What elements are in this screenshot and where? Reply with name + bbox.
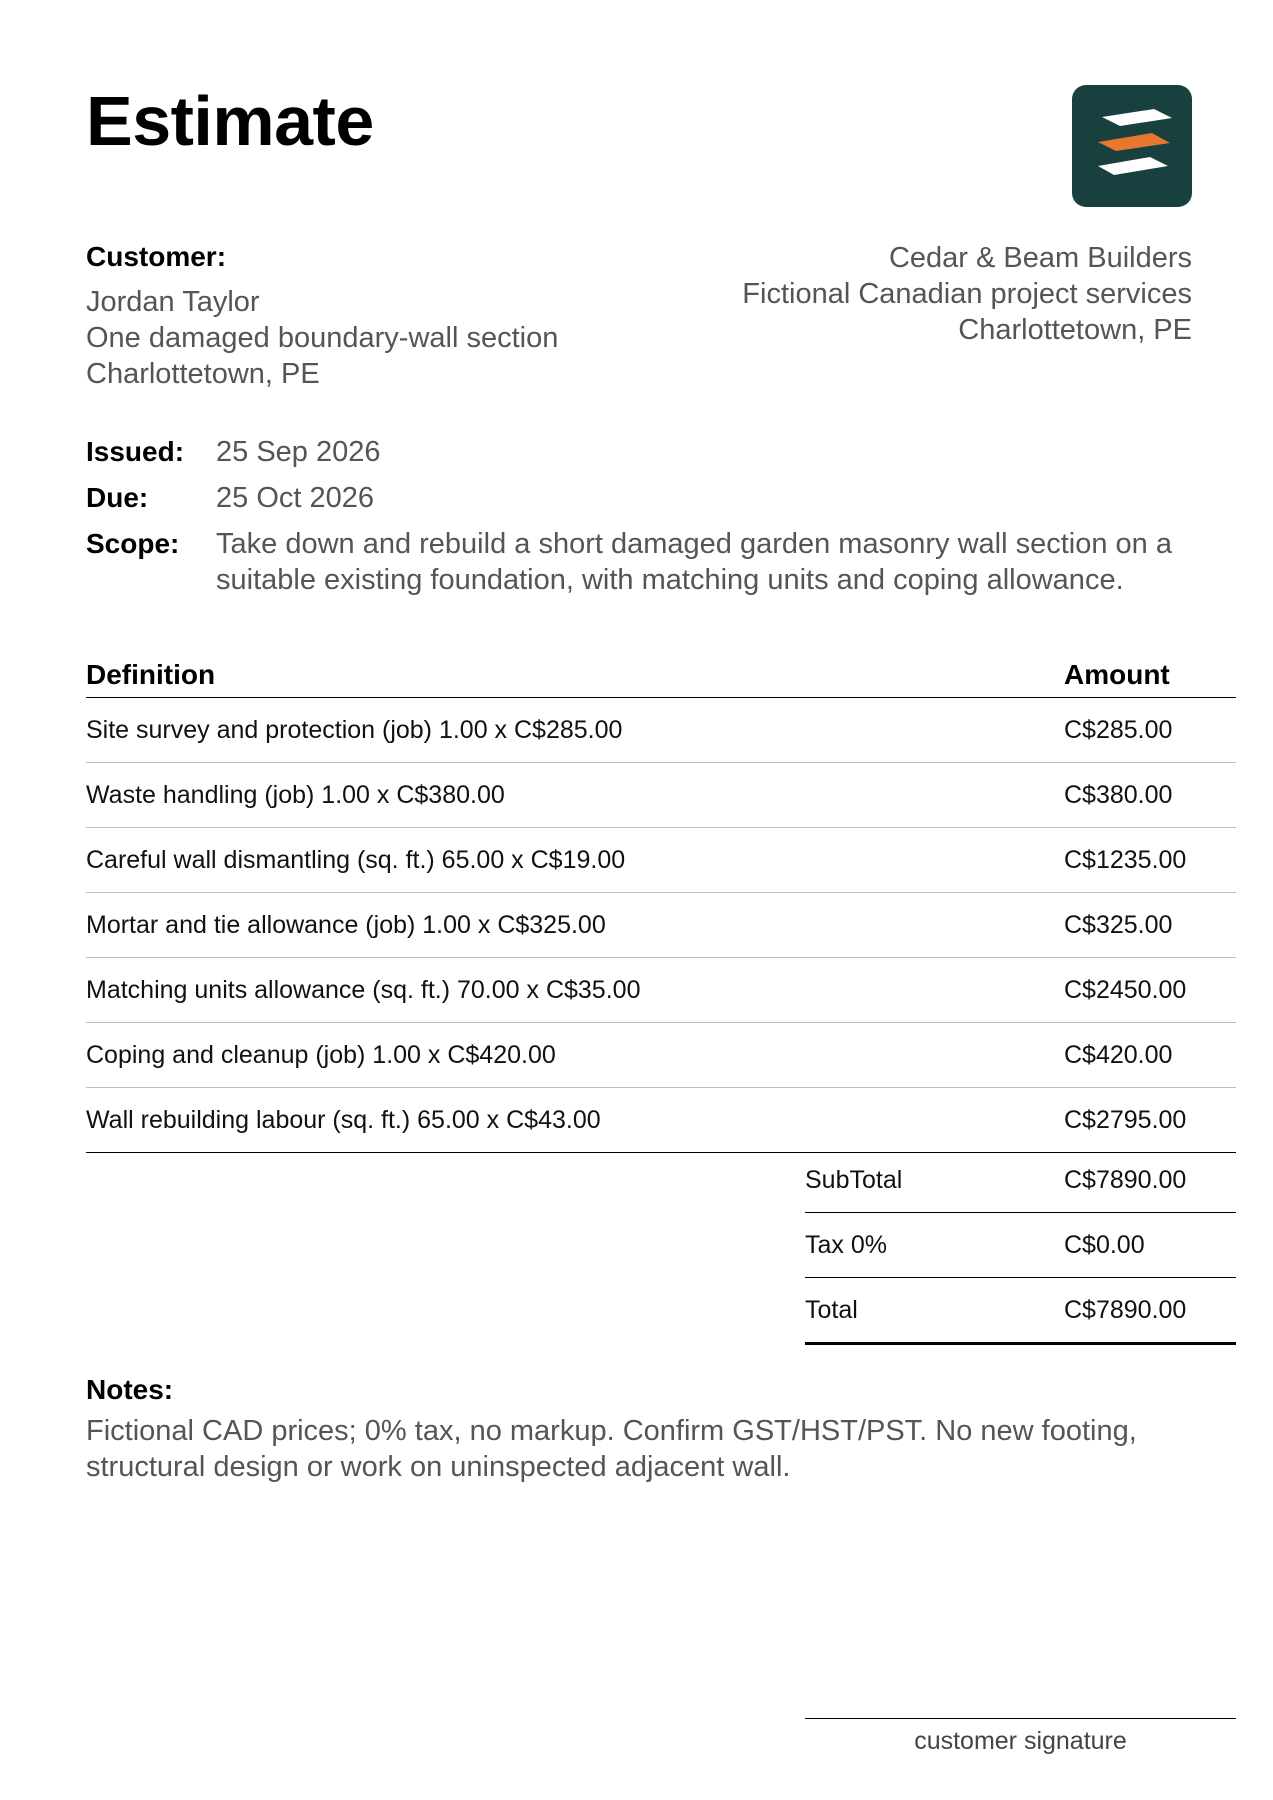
stacked-layers-icon [1072,85,1192,207]
issued-label: Issued: [86,436,185,467]
company-block [742,240,1192,348]
issued-row [86,434,1226,470]
table-header [86,655,1236,698]
totals-block [805,1148,1236,1345]
scope-label: Scope: [86,528,180,559]
issued-date: 25 Sep 2026 [216,436,381,468]
customer-label: Customer: [86,241,227,272]
item-amount: C$2450.00 [1064,975,1187,1004]
item-amount: C$2795.00 [1064,1105,1187,1134]
customer-block [86,240,558,392]
table-row [86,1023,1236,1088]
company-location: Charlottetown, PE [958,314,1192,346]
amount-header: Amount [1064,659,1170,690]
total-value: C$7890.00 [1064,1295,1187,1324]
due-label: Due: [86,482,149,513]
notes-block [86,1373,1226,1485]
tax-label: Tax 0% [805,1230,887,1259]
subtotal-value: C$7890.00 [1064,1165,1187,1194]
subtotal-row [805,1148,1236,1213]
definition-header: Definition [86,659,216,690]
total-label: Total [805,1295,858,1324]
item-amount: C$325.00 [1064,910,1173,939]
item-definition: Site survey and protection (job) 1.00 x C$285.00 [86,715,623,744]
item-definition: Wall rebuilding labour (sq. ft.) 65.00 x C$43.00 [86,1105,601,1134]
estimate-meta [86,434,1226,608]
total-row [805,1278,1236,1345]
table-row [86,893,1236,958]
subtotal-label: SubTotal [805,1165,903,1194]
signature-label: customer signature [914,1727,1127,1755]
signature-line[interactable] [805,1718,1236,1756]
item-definition: Mortar and tie allowance (job) 1.00 x C$325.00 [86,910,606,939]
notes-label: Notes: [86,1374,174,1405]
item-amount: C$420.00 [1064,1040,1173,1069]
item-amount: C$1235.00 [1064,845,1187,874]
line-items-table [86,655,1236,1153]
item-amount: C$380.00 [1064,780,1173,809]
tax-row [805,1213,1236,1278]
table-row [86,828,1236,893]
item-definition: Coping and cleanup (job) 1.00 x C$420.00 [86,1040,556,1069]
due-row [86,480,1226,516]
company-name: Cedar & Beam Builders [888,242,1192,274]
table-row [86,958,1236,1023]
scope-row [86,526,1226,598]
page-title: Estimate [86,82,374,160]
table-row [86,1088,1236,1153]
table-row [86,763,1236,828]
item-amount: C$285.00 [1064,715,1173,744]
item-definition: Careful wall dismantling (sq. ft.) 65.00 x C$19.00 [86,845,626,874]
item-definition: Matching units allowance (sq. ft.) 70.00 x C$35.00 [86,975,641,1004]
customer-project: One damaged boundary-wall section [86,322,559,354]
company-logo [1072,85,1192,207]
customer-location: Charlottetown, PE [86,358,320,390]
company-tagline: Fictional Canadian project services [742,278,1192,310]
due-date: 25 Oct 2026 [216,482,374,514]
table-row [86,698,1236,763]
notes-text: Fictional CAD prices; 0% tax, no markup. Confirm GST/HST/PST. No new footing, structural design or work on uninspected adjacent wall. [86,1415,1137,1483]
scope-text: Take down and rebuild a short damaged garden masonry wall section on a suitable existing foundation, with matching units and coping allowance. [216,528,1172,596]
customer-name: Jordan Taylor [86,286,260,318]
tax-value: C$0.00 [1064,1230,1145,1259]
item-definition: Waste handling (job) 1.00 x C$380.00 [86,780,505,809]
